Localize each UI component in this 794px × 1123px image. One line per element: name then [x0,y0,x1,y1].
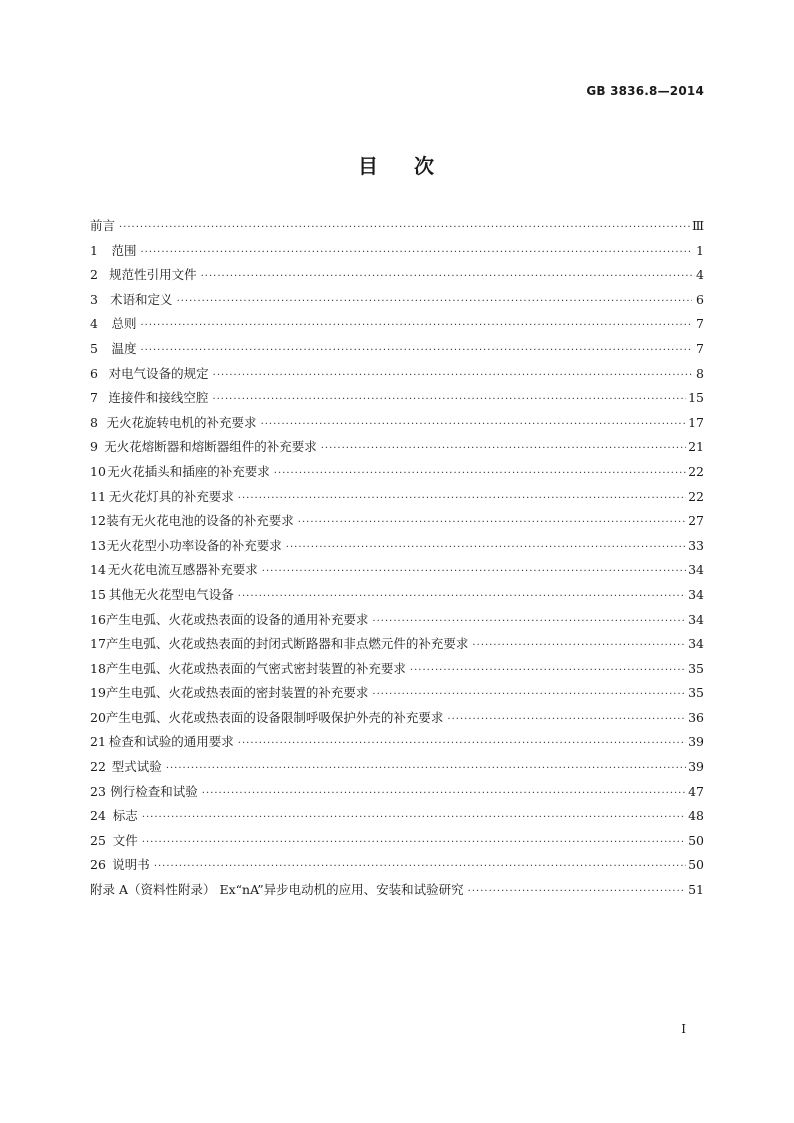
toc-entry-number: 3 [90,291,98,307]
toc-entry-label: 产生电弧、火花或热表面的封闭式断路器和非点燃元件的补充要求 [105,636,469,652]
toc-entry-label: 其他无火花型电气设备 [108,586,234,602]
toc-entry[interactable] [90,487,704,512]
toc-entry-page: 21 [688,439,704,455]
toc-entry-label: 前言 [90,218,116,233]
toc-entry-number: 20 [90,709,106,725]
toc-entry-label: 产生电弧、火花或热表面的气密式密封装置的补充要求 [105,660,406,676]
toc-entry-number: 16 [90,611,106,627]
toc-entry[interactable] [90,634,704,659]
title-char-left: 目 [358,154,380,178]
toc-entry-page: 4 [696,267,704,283]
toc-entry-number: 23 [90,783,106,799]
toc-entry-page: 50 [688,857,704,873]
toc-entry-page: 22 [688,488,704,504]
toc-entry-page: 1 [696,242,704,258]
toc-entry-page: 39 [688,759,704,775]
toc-entry-page: 35 [688,685,704,701]
toc-entry[interactable] [90,806,704,831]
toc-entry-page: 50 [688,832,704,848]
toc-entry-label: 无火花插头和插座的补充要求 [107,463,270,479]
toc-entry-number: 26 [90,857,106,873]
toc-entry-number: 15 [90,586,106,602]
toc-leader-dots [142,837,686,848]
toc-leader-dots [166,763,686,774]
page-title [0,150,794,179]
toc-leader-dots [213,370,692,381]
toc-entry[interactable] [90,536,704,561]
toc-leader-dots [321,443,686,454]
toc-entry-label: 检查和试验的通用要求 [108,734,234,750]
toc-entry-label: 标志 [112,808,138,824]
toc-leader-dots [372,689,686,700]
toc-entry[interactable] [90,610,704,635]
toc-entry-number: 4 [90,316,98,332]
toc-entry-label: 产生电弧、火花或热表面的设备限制呼吸保护外壳的补充要求 [105,709,444,725]
toc-entry-number: 17 [90,636,106,652]
toc-entry-page: 51 [688,882,704,898]
toc-leader-dots [119,222,690,233]
toc-entry-label: 无火花电流互感器补充要求 [107,562,258,578]
toc-entry-label: 例行检查和试验 [110,783,198,799]
toc-entry[interactable] [90,364,704,389]
toc-entry[interactable] [90,708,704,733]
toc-entry-number: 13 [90,537,106,553]
toc-leader-dots [201,271,692,282]
toc-entry-number: 1 [90,242,98,258]
toc-entry-label: 无火花旋转电机的补充要求 [106,414,257,430]
toc-entry-label: 术语和定义 [110,291,173,307]
toc-entry-page: 33 [688,537,704,553]
toc-entry[interactable] [90,314,704,339]
toc-entry-page: 7 [696,340,704,356]
toc-entry-label: 无火花灯具的补充要求 [108,488,234,504]
toc-entry[interactable] [90,216,704,241]
toc-leader-dots [177,296,692,307]
toc-leader-dots [212,394,686,405]
toc-entry-number: 5 [90,340,98,356]
toc-entry-number: 25 [90,832,106,848]
toc-entry[interactable] [90,413,704,438]
toc-entry-number: 19 [90,685,106,701]
toc-leader-dots [140,345,692,356]
toc-entry[interactable] [90,339,704,364]
toc-entry-number: 8 [90,414,98,430]
toc-entry-number: 21 [90,734,106,750]
toc-entry-number: 2 [90,267,98,283]
toc-entry-page: 17 [688,414,704,430]
toc-leader-dots [372,616,686,627]
toc-entry-page: 7 [696,316,704,332]
toc-leader-dots [154,861,686,872]
toc-entry[interactable] [90,782,704,807]
toc-entry-page: Ⅲ [691,218,704,233]
toc-entry-annex[interactable] [90,880,704,905]
toc-entry[interactable] [90,462,704,487]
toc-entry[interactable] [90,290,704,315]
toc-leader-dots [142,812,686,823]
toc-leader-dots [468,886,686,897]
toc-entry[interactable] [90,855,704,880]
toc-entry-page: 47 [688,783,704,799]
toc-entry-page: 34 [688,636,704,652]
toc-entry-label: 产生电弧、火花或热表面的密封装置的补充要求 [105,685,369,701]
toc-entry-label: 附录 A（资料性附录） Ex“nA”异步电动机的应用、安装和试验研究 [90,882,464,898]
toc-entry-page: 8 [696,365,704,381]
standard-code: GB 3836.8—2014 [586,84,704,98]
toc-entry-label: 无火花熔断器和熔断器组件的补充要求 [104,439,317,455]
toc-entry-label: 文件 [112,832,138,848]
page-number: I [681,1022,686,1036]
toc-entry-label: 产生电弧、火花或热表面的设备的通用补充要求 [105,611,369,627]
toc-entry[interactable] [90,732,704,757]
toc-entry[interactable] [90,437,704,462]
toc-entry-number: 6 [90,365,98,381]
toc-entry[interactable] [90,757,704,782]
toc-leader-dots [202,788,686,799]
toc-entry[interactable] [90,388,704,413]
toc-entry-page: 39 [688,734,704,750]
toc-entry[interactable] [90,560,704,585]
toc-entry[interactable] [90,265,704,290]
toc-entry-label: 温度 [111,340,137,356]
toc-entry[interactable] [90,683,704,708]
toc-leader-dots [472,640,686,651]
toc-leader-dots [262,566,686,577]
toc-leader-dots [410,665,686,676]
toc-entry-label: 无火花型小功率设备的补充要求 [106,537,282,553]
toc-entry-number: 18 [90,660,106,676]
toc-entry[interactable] [90,831,704,856]
toc-entry-page: 48 [688,808,704,824]
toc-entry-number: 14 [90,562,106,578]
toc-entry-page: 34 [688,562,704,578]
toc-entry-page: 6 [696,291,704,307]
toc-entry-number: 22 [90,759,106,775]
toc-entry-label: 说明书 [112,857,150,873]
toc-leader-dots [140,247,692,258]
toc-entry-page: 22 [688,463,704,479]
toc-entry-label: 对电气设备的规定 [108,365,209,381]
toc-leader-dots [140,320,692,331]
toc-leader-dots [286,542,686,553]
toc-entry[interactable] [90,511,704,536]
toc-entry-label: 规范性引用文件 [109,267,197,283]
toc-entry-page: 34 [688,586,704,602]
toc-entry-label: 总则 [111,316,137,332]
toc-entry-page: 34 [688,611,704,627]
toc-entry-page: 35 [688,660,704,676]
toc-entry-label: 范围 [111,242,137,258]
toc-entry-label: 连接件和接线空腔 [108,390,209,406]
toc-leader-dots [261,419,687,430]
toc-entry-page: 15 [688,390,704,406]
title-char-right: 次 [414,154,436,178]
toc-entry[interactable] [90,241,704,266]
toc-entry-number: 9 [90,439,98,455]
toc-leader-dots [238,738,686,749]
toc-entry[interactable] [90,659,704,684]
toc-entry[interactable] [90,585,704,610]
toc-leader-dots [274,468,686,479]
toc-entry-number: 11 [90,488,106,504]
toc-leader-dots [298,517,686,528]
toc-entry-number: 24 [90,808,106,824]
toc-entry-label: 装有无火花电池的设备的补充要求 [106,513,294,529]
toc-leader-dots [238,493,686,504]
toc-entry-page: 27 [688,513,704,529]
toc-entry-label: 型式试验 [111,759,162,775]
toc-entry-number: 10 [90,463,106,479]
toc-leader-dots [238,591,686,602]
table-of-contents [90,216,704,905]
toc-entry-number: 7 [90,390,98,406]
toc-leader-dots [447,714,686,725]
toc-entry-page: 36 [688,709,704,725]
toc-entry-number: 12 [90,513,106,529]
